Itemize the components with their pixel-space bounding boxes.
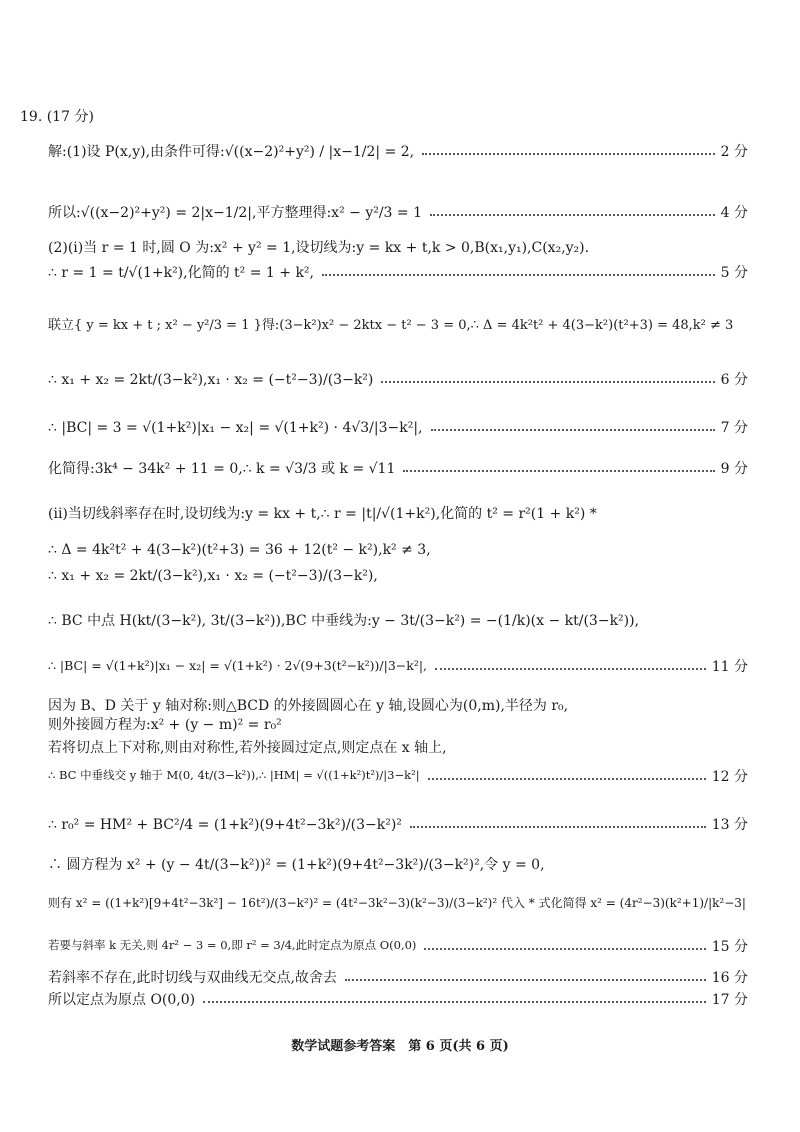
solution-text: 若要与斜率 k 无关,则 4r² − 3 = 0,即 r² = 3/4,此时定点为原点 O(0,0) <box>48 938 417 952</box>
score-leader <box>203 993 748 1007</box>
score-mark: 17 分 <box>711 992 748 1008</box>
solution-text: ∴ |BC| = 3 = √(1+k²)|x₁ − x₂| = √(1+k²) · 4√3/|3−k²|, <box>48 420 423 436</box>
solution-text: 则外接圆方程为:x² + (y − m)² = r₀² <box>48 717 282 733</box>
dotted-leader <box>322 274 715 276</box>
solution-text: (2)(ⅰ)当 r = 1 时,圆 O 为:x² + y² = 1,设切线为:y = kx + t,k > 0,B(x₁,y₁),C(x₂,y₂). <box>48 240 590 256</box>
score-mark: 4 分 <box>720 205 748 221</box>
score-leader <box>322 266 748 280</box>
solution-text: ∴ BC 中点 H(kt/(3−k²), 3t/(3−k²)),BC 中垂线为:y − 3t/(3−k²) = −(1/k)(x − kt/(3−k²)), <box>48 613 640 629</box>
dotted-leader <box>381 381 715 383</box>
score-leader <box>431 421 748 435</box>
dotted-leader <box>428 778 706 780</box>
solution-text: ∴ |BC| = √(1+k²)|x₁ − x₂| = √(1+k²) · 2√(9+3(t²−k²))/|3−k²|, <box>48 658 428 673</box>
solution-text: ∴ x₁ + x₂ = 2kt/(3−k²),x₁ · x₂ = (−t²−3)/(3−k²) <box>48 372 374 388</box>
score-leader <box>345 971 748 985</box>
dotted-leader <box>431 429 715 431</box>
solution-text: 若将切点上下对称,则由对称性,若外接圆过定点,则定点在 x 轴上, <box>48 740 447 756</box>
solution-text: ∴ r = 1 = t/√(1+k²),化简的 t² = 1 + k², <box>48 265 314 281</box>
solution-text: 若斜率不存在,此时切线与双曲线无交点,故舍去 <box>48 970 337 986</box>
score-leader <box>435 660 748 674</box>
solution-text: 所以定点为原点 O(0,0) <box>48 992 196 1008</box>
score-leader <box>410 818 748 832</box>
score-mark: 11 分 <box>711 659 748 675</box>
score-mark: 6 分 <box>720 372 748 388</box>
score-mark: 15 分 <box>711 939 748 955</box>
solution-text: 所以:√((x−2)²+y²) = 2|x−1/2|,平方整理得:x² − y²/3 = 1 <box>48 205 423 221</box>
solution-text: ∴ r₀² = HM² + BC²/4 = (1+k²)(9+4t²−3k²)/(3−k²)² <box>48 817 402 833</box>
score-mark: 16 分 <box>711 970 748 986</box>
dotted-leader <box>410 826 706 828</box>
score-leader <box>424 940 748 954</box>
solution-text: ∴ Δ = 4k²t² + 4(3−k²)(t²+3) = 36 + 12(t² − k²),k² ≠ 3, <box>48 542 431 558</box>
score-mark: 12 分 <box>711 769 748 785</box>
solution-text: 联立{ y = kx + t ; x² − y²/3 = 1 }得:(3−k²)x² − 2ktx − t² − 3 = 0,∴ Δ = 4k²t² + 4(3−k²)(t²+3) = 48,k² ≠ 3 <box>48 318 734 333</box>
solution-text: ∴ x₁ + x₂ = 2kt/(3−k²),x₁ · x₂ = (−t²−3)/(3−k²), <box>48 568 378 584</box>
solution-text: ∴ BC 中垂线交 y 轴于 M(0, 4t/(3−k²)),∴ |HM| = √((1+k²)t²)/|3−k²| <box>48 768 420 782</box>
score-leader <box>422 145 748 159</box>
dotted-leader <box>430 214 715 216</box>
dotted-leader <box>345 979 706 981</box>
page-footer: 数学试题参考答案 第 6 页(共 6 页) <box>291 1039 509 1054</box>
problem-header: 19. (17 分) <box>20 109 94 125</box>
solution-text: 因为 B、D 关于 y 轴对称:则△BCD 的外接圆圆心在 y 轴,设圆心为(0,m),半径为 r₀, <box>48 698 569 714</box>
dotted-leader <box>424 948 706 950</box>
score-mark: 2 分 <box>720 144 748 160</box>
score-mark: 5 分 <box>720 265 748 281</box>
dotted-leader <box>422 153 715 155</box>
dotted-leader <box>403 470 715 472</box>
score-mark: 9 分 <box>720 461 748 477</box>
score-leader <box>430 206 748 220</box>
score-leader <box>428 770 748 784</box>
score-leader <box>403 462 748 476</box>
dotted-leader <box>435 668 706 670</box>
solution-text: 化简得:3k⁴ − 34k² + 11 = 0,∴ k = √3/3 或 k = √11 <box>48 461 396 477</box>
dotted-leader <box>203 1001 706 1003</box>
score-mark: 7 分 <box>720 420 748 436</box>
score-leader <box>381 373 748 387</box>
solution-text: 则有 x² = ((1+k²)[9+4t²−3k²] − 16t²)/(3−k²)² = (4t²−3k²−3)(k²−3)/(3−k²)² 代入 * 式化简得 x² = (4r²−3)(k²+1)/|k²−3| <box>48 896 746 910</box>
solution-text: 解:(1)设 P(x,y),由条件可得:√((x−2)²+y²) / |x−1/2| = 2, <box>48 144 415 160</box>
solution-text: (ⅱ)当切线斜率存在时,设切线为:y = kx + t,∴ r = |t|/√(1+k²),化简的 t² = r²(1 + k²) * <box>48 506 597 522</box>
solution-text: ∴ 圆方程为 x² + (y − 4t/(3−k²))² = (1+k²)(9+4t²−3k²)/(3−k²)²,令 y = 0, <box>48 857 545 873</box>
score-mark: 13 分 <box>711 817 748 833</box>
